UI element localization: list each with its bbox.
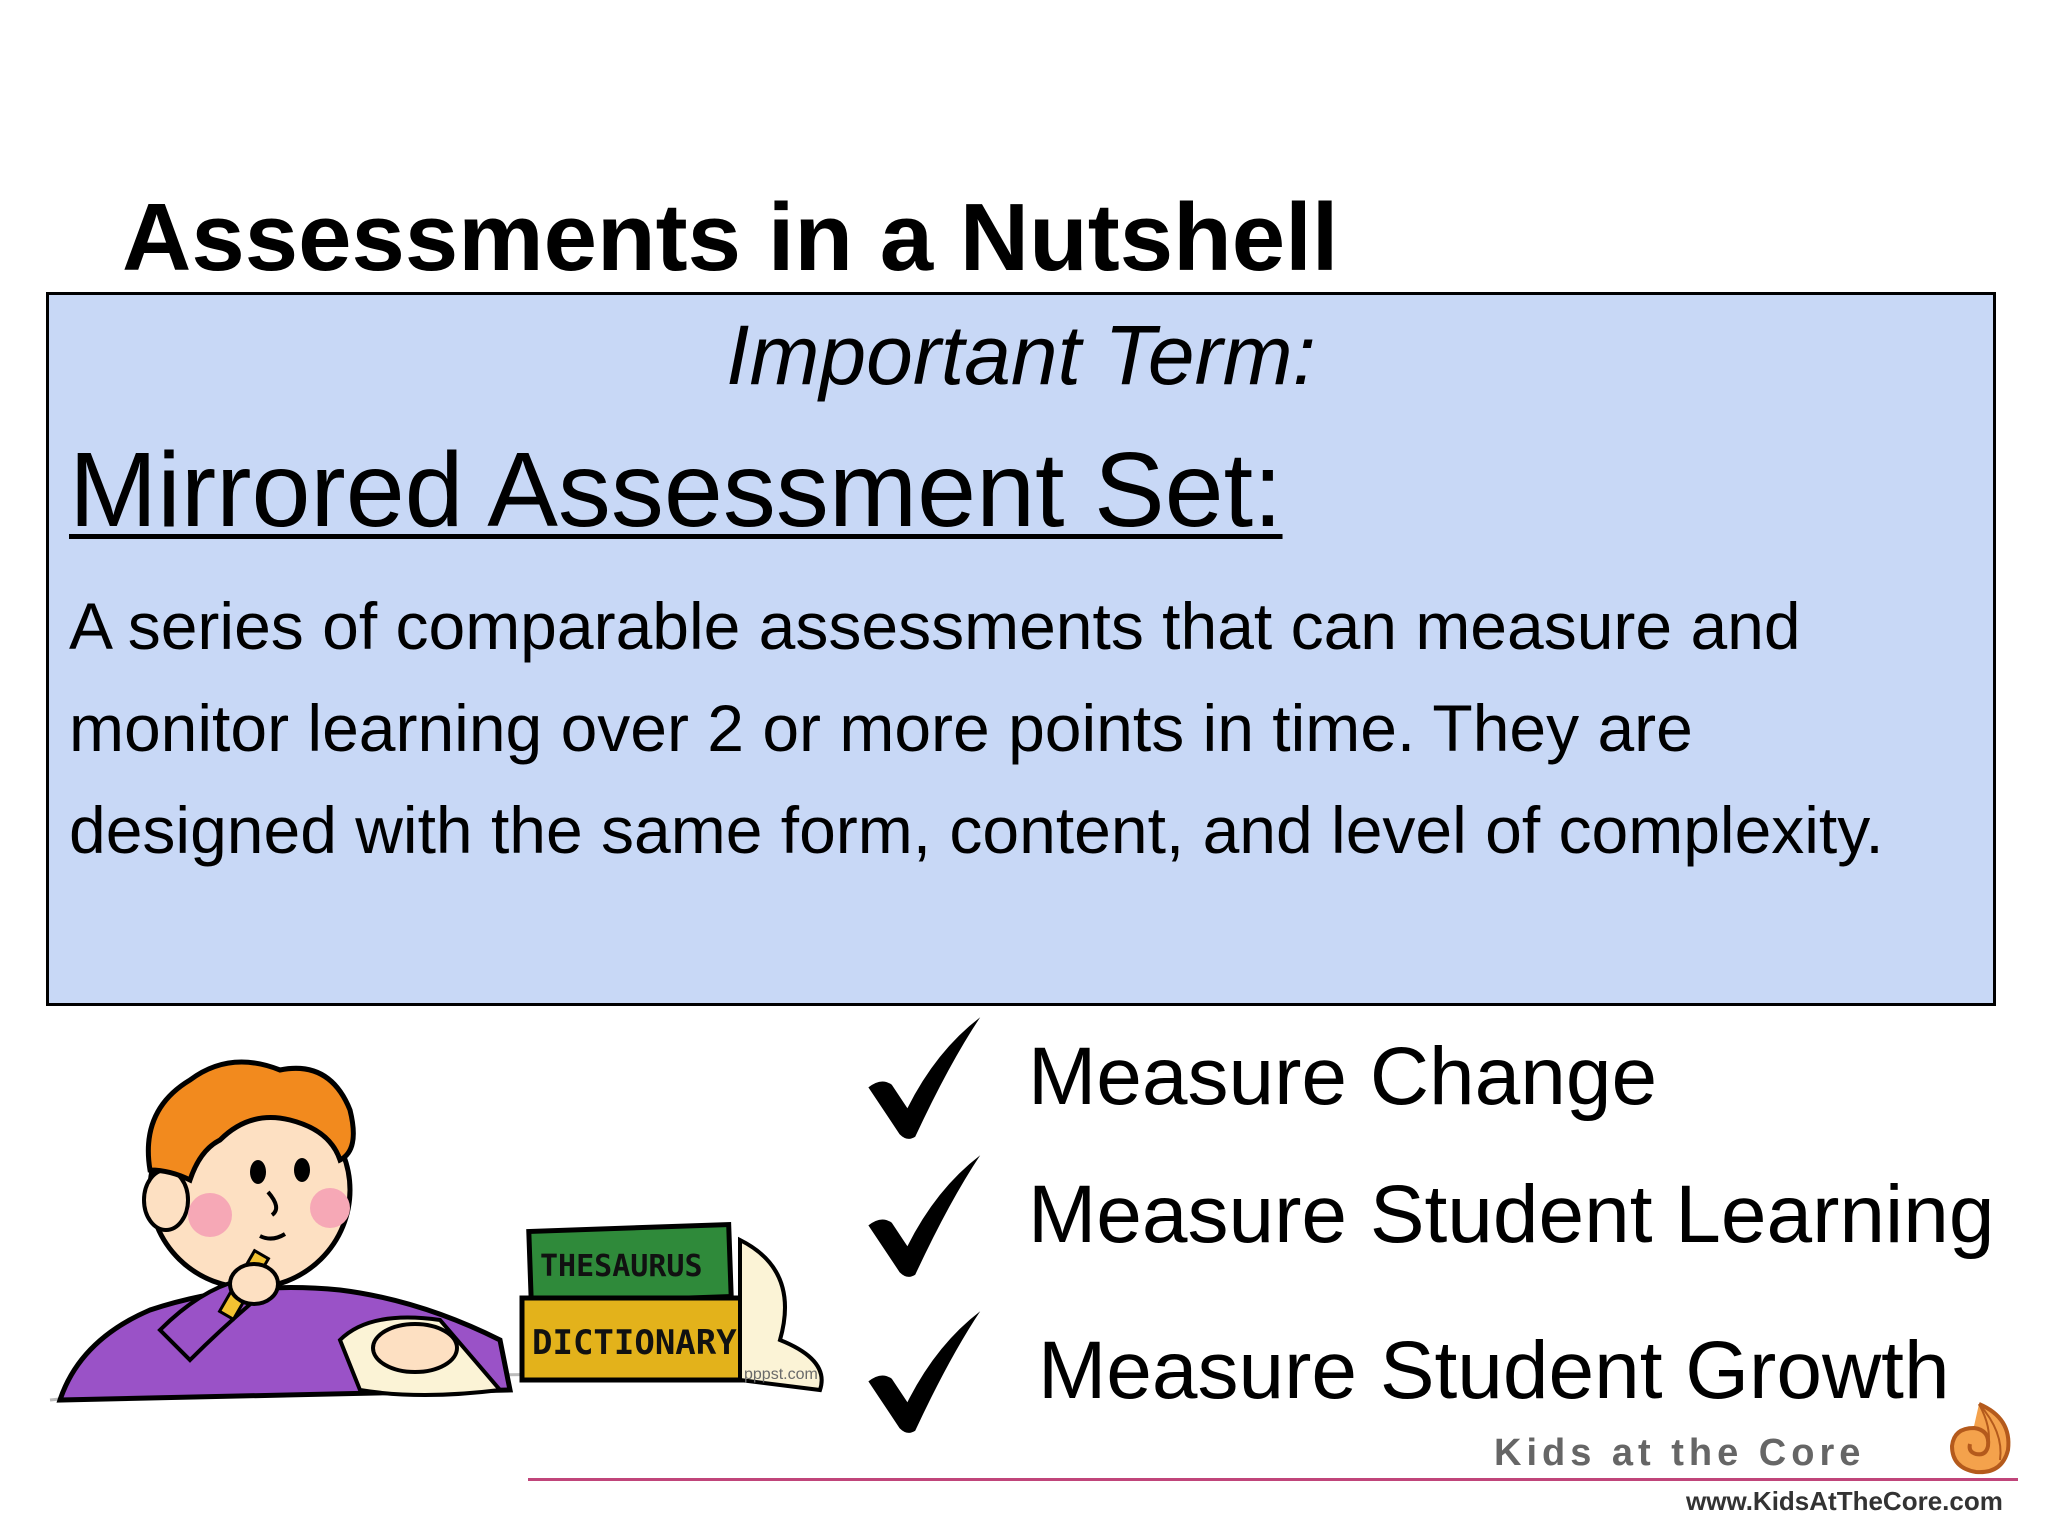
checkmark-icon xyxy=(858,1306,988,1436)
term-name: Mirrored Assessment Set: xyxy=(69,431,1283,549)
dictionary-label: DICTIONARY xyxy=(532,1323,737,1363)
illustration-credit: pppst.com xyxy=(744,1366,818,1383)
checklist-text: Measure Student Growth xyxy=(1038,1325,1950,1416)
checkmark-icon xyxy=(858,1150,988,1280)
checklist-text: Measure Change xyxy=(1028,1031,1658,1122)
checkmark-icon xyxy=(858,1012,988,1142)
footer-divider xyxy=(528,1478,2018,1481)
checklist-text: Measure Student Learning xyxy=(1028,1169,1995,1260)
term-definition-box xyxy=(46,292,1996,1006)
student-studying-illustration xyxy=(40,1040,840,1420)
thesaurus-label: THESAURUS xyxy=(540,1249,703,1284)
term-definition: A series of comparable assessments that can measure and monitor learning over 2 or more points in time. They are designed with the same form, content, and level of complexity. xyxy=(69,589,1884,867)
nautilus-shell-icon xyxy=(1942,1398,2016,1478)
brand-name: Kids at the Core xyxy=(1494,1432,1866,1474)
term-label: Important Term: xyxy=(726,308,1316,402)
checklist-item xyxy=(858,1306,1950,1436)
checklist-item xyxy=(858,1150,1994,1280)
website-url: www.KidsAtTheCore.com xyxy=(1686,1486,2003,1516)
slide-title: Assessments in a Nutshell xyxy=(122,184,1339,291)
checklist-item xyxy=(858,1012,1657,1142)
